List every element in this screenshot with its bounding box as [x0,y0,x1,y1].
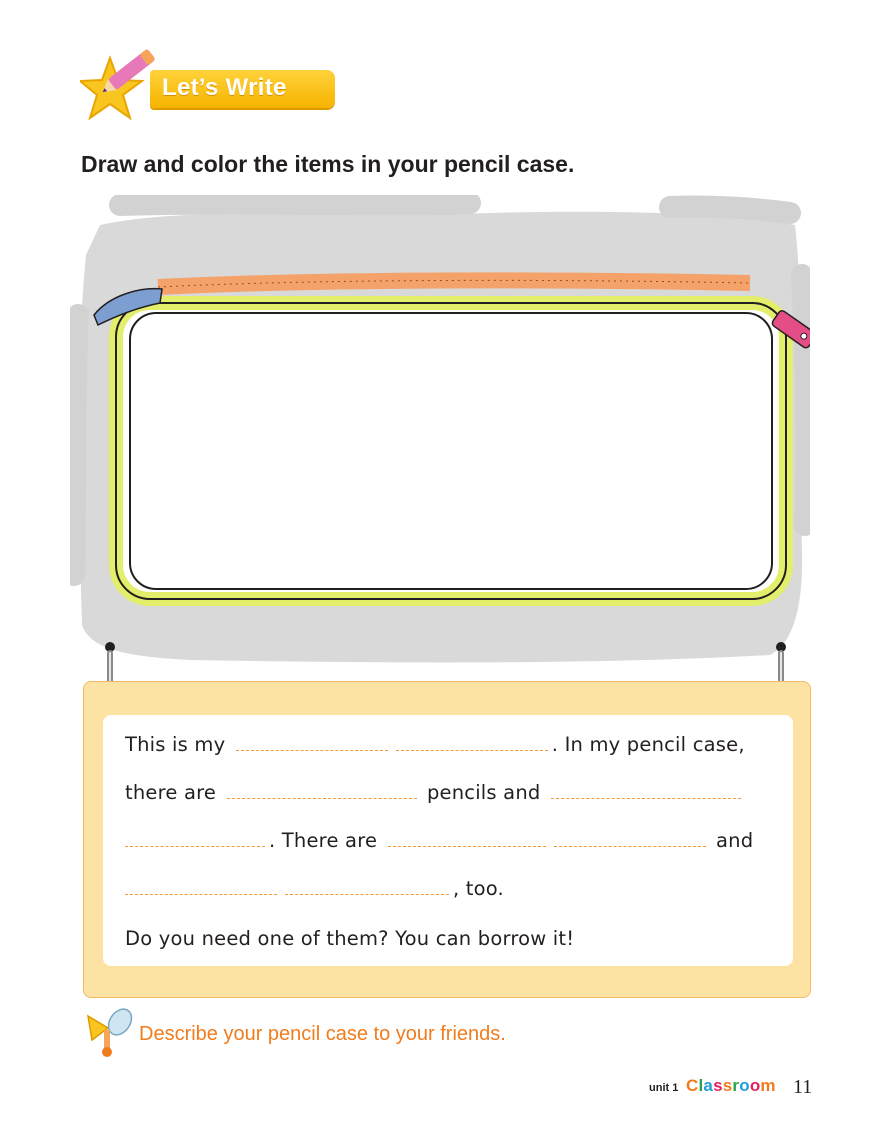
unit-title-letter: o [739,1076,750,1095]
text-segment: pencils and [426,781,541,804]
unit-title-letter: m [760,1076,776,1095]
blank-field[interactable] [554,829,706,847]
unit-title-letter: C [686,1076,699,1095]
text-segment: there are [125,781,217,804]
blank-field[interactable] [388,829,546,847]
text-segment: This is my [125,733,226,756]
unit-title-letter: l [698,1076,704,1095]
writing-card [103,715,793,966]
instruction-text: Draw and color the items in your pencil case. [81,151,575,177]
text-segment: and [716,829,754,852]
text-segment: . There are [269,829,378,852]
blank-field[interactable] [236,733,388,751]
sentence-line-2 [125,781,745,804]
blank-field[interactable] [125,877,277,895]
unit-label: unit 1 [649,1082,679,1094]
text-segment: . In my pencil case, [551,733,745,756]
text-segment: , too. [453,877,504,900]
unit-title-letter: r [732,1076,740,1095]
pencil-case-drawing-area[interactable] [70,195,810,675]
unit-title-letter: a [703,1076,714,1095]
sentence-line-3 [125,829,753,852]
writing-panel [83,681,811,998]
blank-field[interactable] [285,877,449,895]
sentence-line-4 [125,877,504,900]
sentence-line-5: Do you need one of them? You can borrow it! [125,927,575,950]
badge-title: Let’s Write [162,74,287,101]
tip-text: Describe your pencil case to your friends. [139,1023,506,1045]
sentence-line-1 [125,733,745,756]
blank-field[interactable] [551,781,741,799]
blank-field[interactable] [227,781,417,799]
blank-field[interactable] [396,733,548,751]
unit-title-letter: s [713,1076,723,1095]
page-number: 11 [793,1076,813,1098]
unit-title [686,1076,776,1096]
unit-title-letter: o [749,1076,761,1095]
blank-field[interactable] [125,829,265,847]
speaker-icon [82,1006,142,1058]
unit-title-letter: s [722,1076,733,1095]
